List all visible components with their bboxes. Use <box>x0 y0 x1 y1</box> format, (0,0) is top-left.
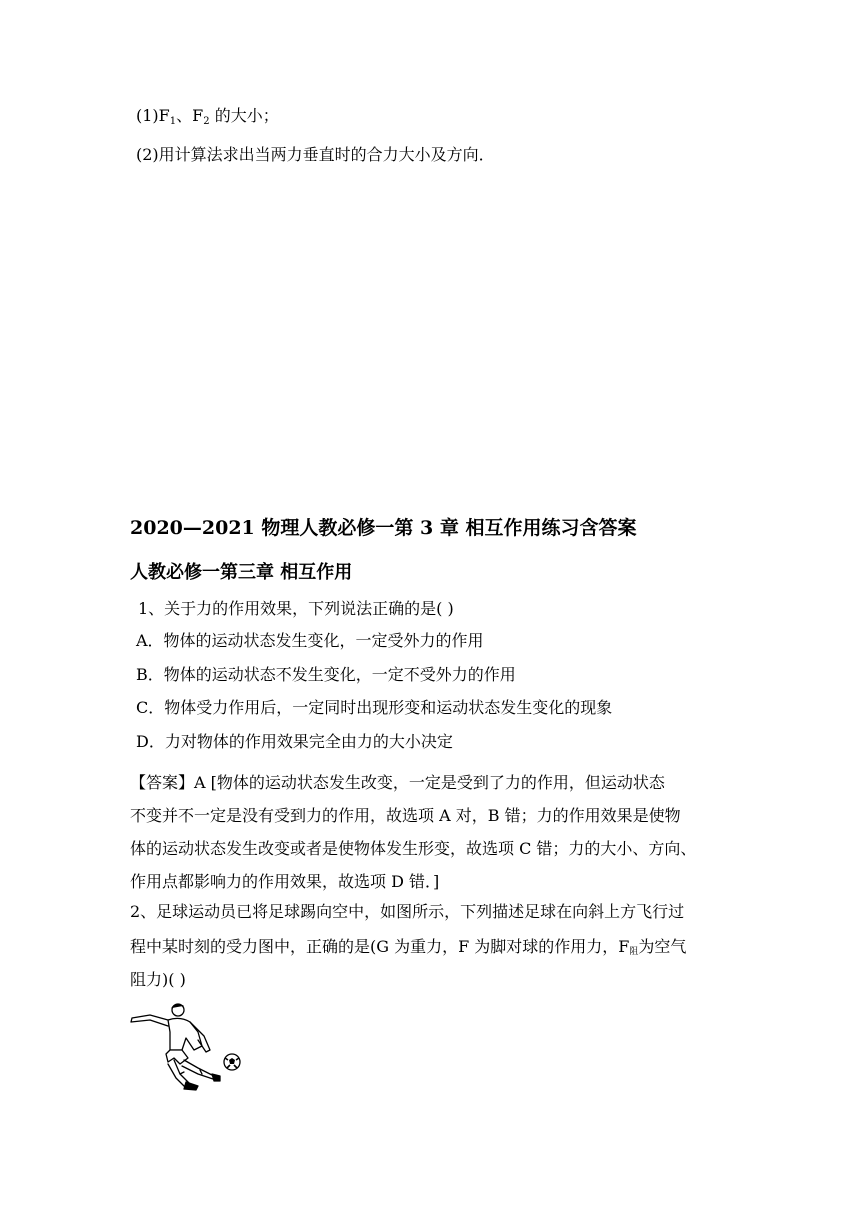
q2-line2-prefix: 程中某时刻的受力图中，正确的是(G 为重力，F 为脚对球的作用力，F <box>130 937 630 956</box>
question-1-answer-line-3: 体的运动状态发生改变或者是使物体发生形变，故选项 C 错；力的大小、方向、 <box>130 839 697 858</box>
q2-line2-sub: 阻 <box>629 947 639 957</box>
prev-question-item-1 <box>136 106 279 132</box>
question-1-option-c: C．物体受力作用后，一定同时出现形变和运动状态发生变化的现象 <box>136 698 613 717</box>
item1-suffix: 的大小； <box>209 106 279 125</box>
item1-prefix: (1)F <box>136 106 170 125</box>
question-2-line-2 <box>130 937 686 962</box>
item1-sub1: 1 <box>169 116 177 127</box>
page-title: 2020—2021 物理人教必修一第 3 章 相互作用练习含答案 <box>130 517 637 539</box>
section-subtitle: 人教必修一第三章 相互作用 <box>130 562 353 583</box>
item1-sep: 、F <box>176 106 204 125</box>
question-1-option-d: D．力对物体的作用效果完全由力的大小决定 <box>136 732 453 751</box>
question-2-line-3: 阻力)( ) <box>130 970 186 989</box>
item1-sub2: 2 <box>203 116 210 127</box>
question-2-line-1: 2、足球运动员已将足球踢向空中，如图所示，下列描述足球在向斜上方飞行过 <box>130 902 685 921</box>
prev-question-item-2: (2)用计算法求出当两力垂直时的合力大小及方向． <box>136 145 495 164</box>
question-1-option-a: A．物体的运动状态发生变化，一定受外力的作用 <box>136 631 484 650</box>
question-1-stem: 1、关于力的作用效果，下列说法正确的是( ) <box>138 599 454 618</box>
soccer-ball-icon <box>224 1054 240 1070</box>
soccer-player-figure <box>128 1002 246 1092</box>
question-1-option-b: B．物体的运动状态不发生变化，一定不受外力的作用 <box>136 665 516 684</box>
question-1-answer-line-4: 作用点都影响力的作用效果，故选项 D 错．] <box>130 872 440 891</box>
q2-line2-suffix: 为空气 <box>638 937 687 956</box>
question-1-answer-line-1: 【答案】A [物体的运动状态发生改变，一定是受到了力的作用，但运动状态 <box>130 773 665 792</box>
question-1-answer-line-2: 不变并不一定是没有受到力的作用，故选项 A 对，B 错；力的作用效果是使物 <box>130 806 681 825</box>
